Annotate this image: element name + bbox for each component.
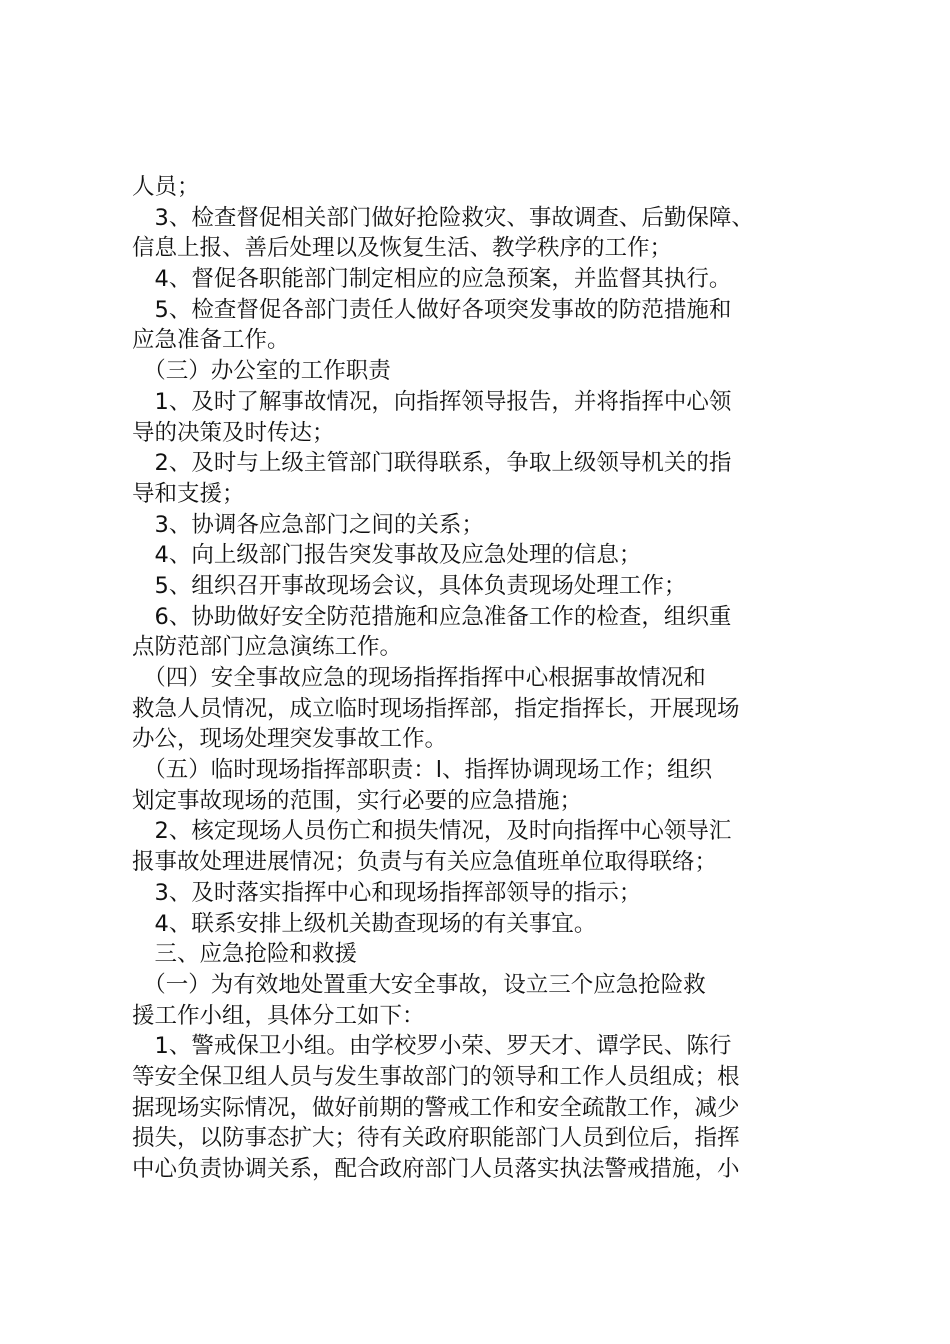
text-line: 3、检查督促相关部门做好抢险救灾、事故调查、后勤保障、 xyxy=(132,204,754,231)
section-heading: （三）办公室的工作职责 xyxy=(132,358,391,385)
text-line: 援工作小组，具体分工如下： xyxy=(132,1002,425,1029)
text-line: 信息上报、善后处理以及恢复生活、教学秩序的工作； xyxy=(132,235,673,262)
text-line: 报事故处理进展情况；负责与有关应急值班单位取得联络； xyxy=(132,849,718,876)
text-line: 3、协调各应急部门之间的关系； xyxy=(132,511,484,538)
text-line: 1、及时了解事故情况，向指挥领导报告，并将指挥中心领 xyxy=(132,388,732,415)
text-line: 1、警戒保卫小组。由学校罗小荣、罗天才、谭学民、陈行 xyxy=(132,1033,732,1060)
text-line: 等安全保卫组人员与发生事故部门的领导和工作人员组成；根 xyxy=(132,1063,740,1090)
text-line: 5、组织召开事故现场会议，具体负责现场处理工作； xyxy=(132,572,687,599)
text-line: 2、核定现场人员伤亡和损失情况，及时向指挥中心领导汇 xyxy=(132,818,732,845)
text-line: 6、协助做好安全防范措施和应急准备工作的检查，组织重 xyxy=(132,603,732,630)
text-line: 中心负责协调关系，配合政府部门人员落实执法警戒措施，小 xyxy=(132,1156,740,1182)
section-heading: （五）临时现场指挥部职责：l、指挥协调现场工作；组织 xyxy=(132,757,713,784)
text-line: 据现场实际情况，做好前期的警戒工作和安全疏散工作，减少 xyxy=(132,1094,740,1121)
text-line: 3、及时落实指挥中心和现场指挥部领导的指示； xyxy=(132,879,642,906)
text-line: 4、督促各职能部门制定相应的应急预案，并监督其执行。 xyxy=(132,266,732,293)
text-line: 损失，以防事态扩大；待有关政府职能部门人员到位后，指挥 xyxy=(132,1125,740,1152)
section-heading: （四）安全事故应急的现场指挥指挥中心根据事故情况和 xyxy=(132,665,706,691)
text-line: 5、检查督促各部门责任人做好各项突发事故的防范措施和 xyxy=(132,296,732,323)
text-line: 救急人员情况，成立临时现场指挥部，指定指挥长，开展现场 xyxy=(132,695,740,722)
text-line: 4、向上级部门报告突发事故及应急处理的信息； xyxy=(132,542,642,569)
text-line: 导和支援； xyxy=(132,480,245,507)
text-line: 人员； xyxy=(132,174,200,200)
text-line: 点防范部门应急演练工作。 xyxy=(132,634,403,661)
text-line: 2、及时与上级主管部门联得联系，争取上级领导机关的指 xyxy=(132,450,732,477)
text-line: 导的决策及时传达； xyxy=(132,419,335,446)
section-heading: （一）为有效地处置重大安全事故，设立三个应急抢险救 xyxy=(132,971,706,998)
document-body xyxy=(132,172,832,1185)
text-line: 划定事故现场的范围，实行必要的应急措施； xyxy=(132,787,583,814)
section-heading: 三、应急抢险和救援 xyxy=(132,941,358,968)
text-line: 办公，现场处理突发事故工作。 xyxy=(132,726,448,753)
text-line: 4、联系安排上级机关勘查现场的有关事宜。 xyxy=(132,910,597,937)
text-line: 应急准备工作。 xyxy=(132,327,290,354)
